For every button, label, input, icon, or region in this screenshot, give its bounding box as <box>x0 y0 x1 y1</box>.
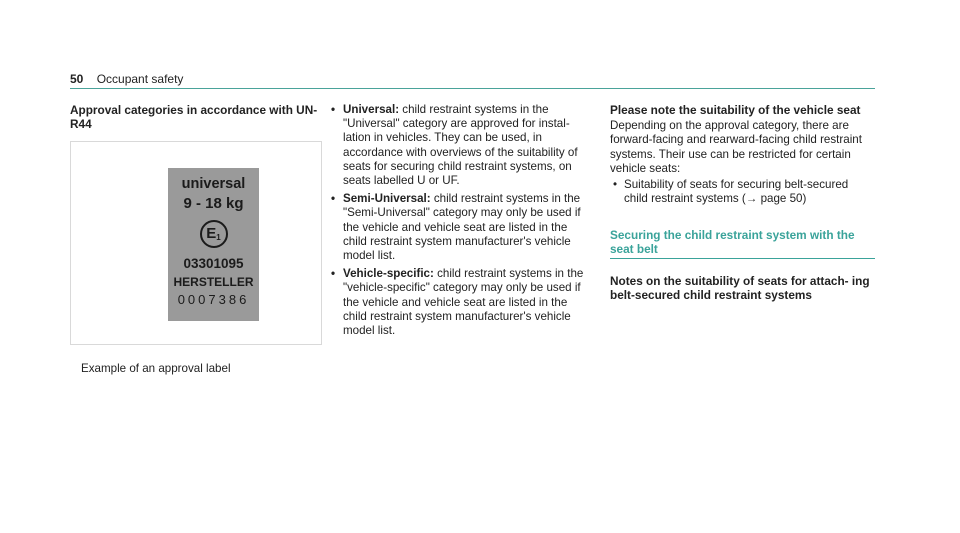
suitability-heading: Please note the suitability of the vehicle seat <box>610 103 861 117</box>
page-reference-link[interactable]: Suitability of seats for securing belt-secured child restraint systems (→ page 50) <box>624 178 849 206</box>
header-divider <box>70 88 875 89</box>
page-number: 50 <box>70 72 84 86</box>
section-title: Securing the child restraint system with the seat belt <box>610 228 875 259</box>
category-term: Semi-Universal: <box>343 192 431 206</box>
e-mark-number: 1 <box>216 233 221 242</box>
notes-heading: Notes on the suitability of seats for attach- ing belt-secured child restraint systems <box>610 274 870 303</box>
suitability-body: Depending on the approval category, there are forward-facing and rearward-facing child restraint systems. Their use can be restricted for certain vehicle seats: <box>610 119 862 175</box>
bullet-icon: • <box>331 192 336 206</box>
approval-label-figure <box>70 141 322 345</box>
bullet-icon: • <box>331 267 336 281</box>
figure-caption: Example of an approval label <box>81 362 231 375</box>
approval-label-image <box>168 168 259 321</box>
category-text: child restraint systems in the "Universal" category are approved for instal- lation in vehicles. They can be used, in accordance with overviews of the suitability of seats for securing child restraint systems, on seats labelled U or UF. <box>343 103 578 188</box>
label-weight: 9 - 18 kg <box>183 195 244 212</box>
label-category: universal <box>181 176 246 192</box>
list-item[interactable] <box>610 178 875 206</box>
label-manufacturer: HERSTELLER <box>173 275 254 289</box>
right-column <box>610 103 875 206</box>
list-item <box>331 267 594 338</box>
e-mark-icon <box>200 220 228 248</box>
left-column <box>70 103 325 131</box>
middle-column <box>331 103 594 342</box>
category-text: child restraint systems in the "vehicle-specific" category may only be used if the vehicle and vehicle seat are listed in the child restraint system manufacturer's vehicle model list. <box>343 267 584 338</box>
category-term: Universal: <box>343 103 400 116</box>
category-term: Vehicle-specific: <box>343 267 434 281</box>
suitability-list <box>610 178 875 206</box>
list-item <box>331 192 594 263</box>
list-item <box>331 103 594 188</box>
approval-categories-heading: Approval categories in accordance with UN-R44 <box>70 103 318 132</box>
section-name: Occupant safety <box>96 72 184 86</box>
category-list <box>331 103 594 338</box>
label-serial: 0007386 <box>177 292 250 307</box>
e-mark-letter: E <box>206 225 217 242</box>
category-text: child restraint systems in the "Semi-Universal" category may only be used if the vehicle and vehicle seat are listed in the child restraint system manufacturer's vehicle model list. <box>343 192 581 263</box>
label-approval-number: 03301095 <box>183 256 244 271</box>
page-header <box>70 72 183 86</box>
bullet-icon: • <box>331 103 336 116</box>
bullet-icon: • <box>613 178 618 192</box>
